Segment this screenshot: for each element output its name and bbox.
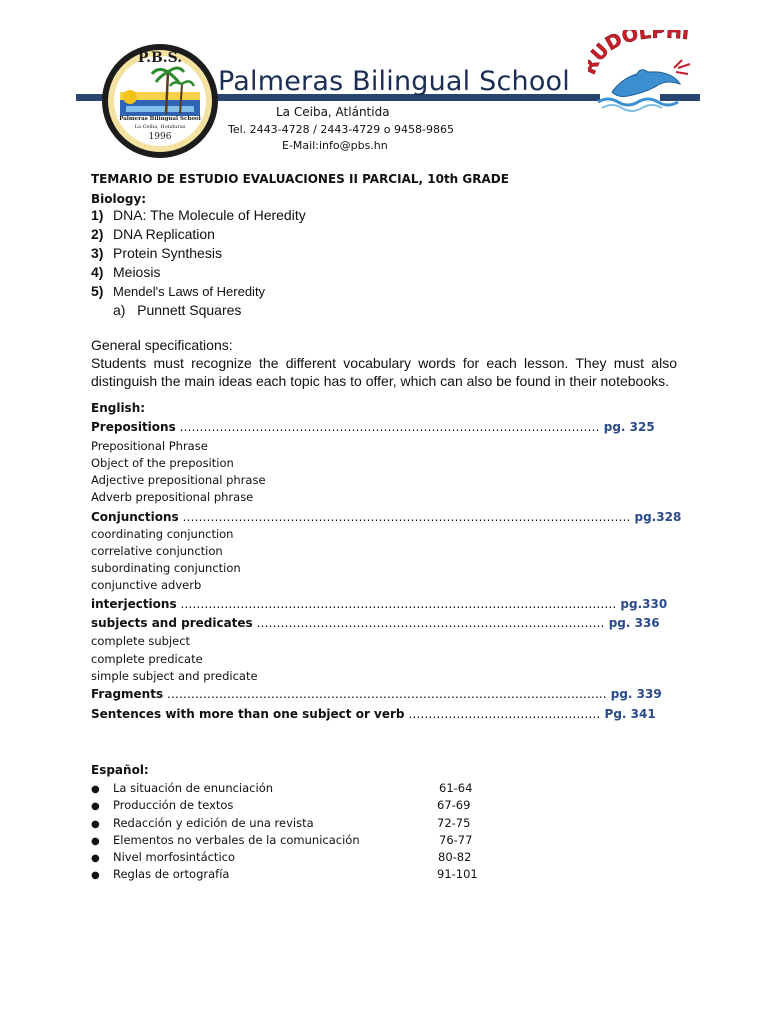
espanol-item: [91, 850, 511, 864]
school-phone: Tel. 2443-4728 / 2443-4729 o 9458-9865: [228, 123, 454, 136]
espanol-item-pages: 61-64: [439, 781, 473, 795]
topic-fragments: [91, 687, 662, 701]
biology-item: [91, 283, 265, 299]
biology-item: [91, 245, 222, 261]
bullet-icon: ●: [91, 819, 100, 830]
page-ref: pg.328: [630, 510, 682, 524]
biology-subitem: a) Punnett Squares: [113, 302, 242, 318]
leader-dots: ……………………………………………………………………………………………….: [176, 597, 617, 611]
biology-item-text: DNA Replication: [113, 226, 215, 242]
biology-heading: Biology:: [91, 192, 147, 206]
espanol-item-text: Redacción y edición de una revista: [113, 816, 314, 830]
biology-item-num: 4): [91, 264, 104, 280]
page-ref: pg. 339: [606, 687, 662, 701]
subtopic: Object of the preposition: [91, 456, 234, 470]
topic-label: subjects and predicates: [91, 616, 253, 630]
topic-label: Sentences with more than one subject or verb: [91, 707, 405, 721]
mascot-text: UDOLPHI: [588, 30, 691, 66]
topic-label: interjections: [91, 597, 177, 611]
specs-text: Students must recognize the different vocabulary words for each lesson. They must also distinguish the main ideas each topic has to offer, which can also be found in their notebooks.: [91, 355, 677, 389]
leader-dots: ……………………………………………………………………………………………: [175, 420, 600, 434]
school-email: E-Mail:info@pbs.hn: [282, 139, 388, 152]
specs-heading: General specifications:: [91, 337, 233, 353]
page-ref: pg.330: [616, 597, 668, 611]
biology-item-num: 2): [91, 226, 104, 242]
espanol-item-pages: 76-77: [439, 833, 473, 847]
leader-dots: ………………………………………………………………………………………………….: [178, 510, 631, 524]
biology-item: [91, 264, 160, 280]
page-ref: Pg. 341: [600, 707, 656, 721]
espanol-item-text: La situación de enunciación: [113, 781, 274, 795]
espanol-item-pages: 72-75: [437, 816, 471, 830]
logo-initials: P.B.S.: [137, 50, 183, 66]
school-logo: [100, 42, 220, 160]
espanol-item-pages: 91-101: [437, 867, 478, 881]
bullet-icon: ●: [91, 870, 100, 881]
espanol-item-text: Producción de textos: [113, 798, 234, 812]
logo-school-name: Palmeras Bilingual School: [119, 116, 201, 122]
page-ref: pg. 325: [599, 420, 655, 434]
topic-interjections: [91, 597, 667, 611]
biology-item: [91, 226, 215, 242]
page-ref: pg. 336: [604, 616, 660, 630]
english-heading: English:: [91, 401, 146, 415]
topic-prepositions: [91, 420, 655, 434]
topic-label: Conjunctions: [91, 510, 179, 524]
subtopic: correlative conjunction: [91, 544, 223, 558]
biology-item-num: 3): [91, 245, 104, 261]
espanol-item: [91, 867, 511, 881]
biology-item-num: 1): [91, 207, 104, 223]
bullet-icon: ●: [91, 853, 100, 864]
topic-label: Fragments: [91, 687, 164, 701]
biology-item-text: DNA: The Molecule of Heredity: [113, 207, 306, 223]
espanol-item-pages: 80-82: [438, 850, 472, 864]
bullet-icon: ●: [91, 784, 100, 795]
subtopic: subordinating conjunction: [91, 561, 241, 575]
espanol-item: [91, 816, 511, 830]
topic-label: Prepositions: [91, 420, 176, 434]
biology-item: [91, 207, 306, 223]
subtopic: complete subject: [91, 634, 191, 648]
subtopic: complete predicate: [91, 652, 203, 666]
biology-item-text: Protein Synthesis: [113, 245, 222, 261]
leader-dots: ………………………………………………………………………………………………..: [163, 687, 607, 701]
espanol-item: [91, 798, 511, 812]
espanol-item-text: Reglas de ortografía: [113, 867, 230, 881]
topic-conjunctions: [91, 510, 681, 524]
subtopic: Adverb prepositional phrase: [91, 490, 254, 504]
subtopic: Adjective prepositional phrase: [91, 473, 266, 487]
subtopic: coordinating conjunction: [91, 527, 234, 541]
topic-subjects-predicates: [91, 616, 660, 630]
espanol-item-text: Elementos no verbales de la comunicación: [113, 833, 360, 847]
biology-item-num: 5): [91, 283, 104, 299]
logo-year: 1996: [148, 132, 172, 142]
school-city: La Ceiba, Atlántida: [276, 105, 390, 119]
bullet-icon: ●: [91, 836, 100, 847]
espanol-item-text: Nivel morfosintáctico: [113, 850, 235, 864]
school-name: Palmeras Bilingual School: [218, 66, 570, 97]
biology-item-text: Meiosis: [113, 264, 161, 280]
subtopic: simple subject and predicate: [91, 669, 258, 683]
bullet-icon: ●: [91, 801, 100, 812]
espanol-item-pages: 67-69: [437, 798, 471, 812]
biology-item-text: Mendel's Laws of Heredity: [113, 284, 266, 299]
espanol-heading: Español:: [91, 763, 149, 777]
subtopic: Prepositional Phrase: [91, 439, 208, 453]
logo-location: La Ceiba, Honduras: [134, 124, 186, 130]
espanol-item: [91, 833, 511, 847]
topic-sentences: [91, 707, 656, 721]
espanol-item: [91, 781, 511, 795]
subtopic: conjunctive adverb: [91, 578, 202, 592]
document-title: TEMARIO DE ESTUDIO EVALUACIONES II PARCIAL, 10th GRADE: [91, 172, 509, 186]
leader-dots: …………………………………………: [404, 707, 601, 721]
leader-dots: ……………………………………………………………………………: [252, 616, 605, 630]
mascot-logo: [588, 30, 700, 116]
